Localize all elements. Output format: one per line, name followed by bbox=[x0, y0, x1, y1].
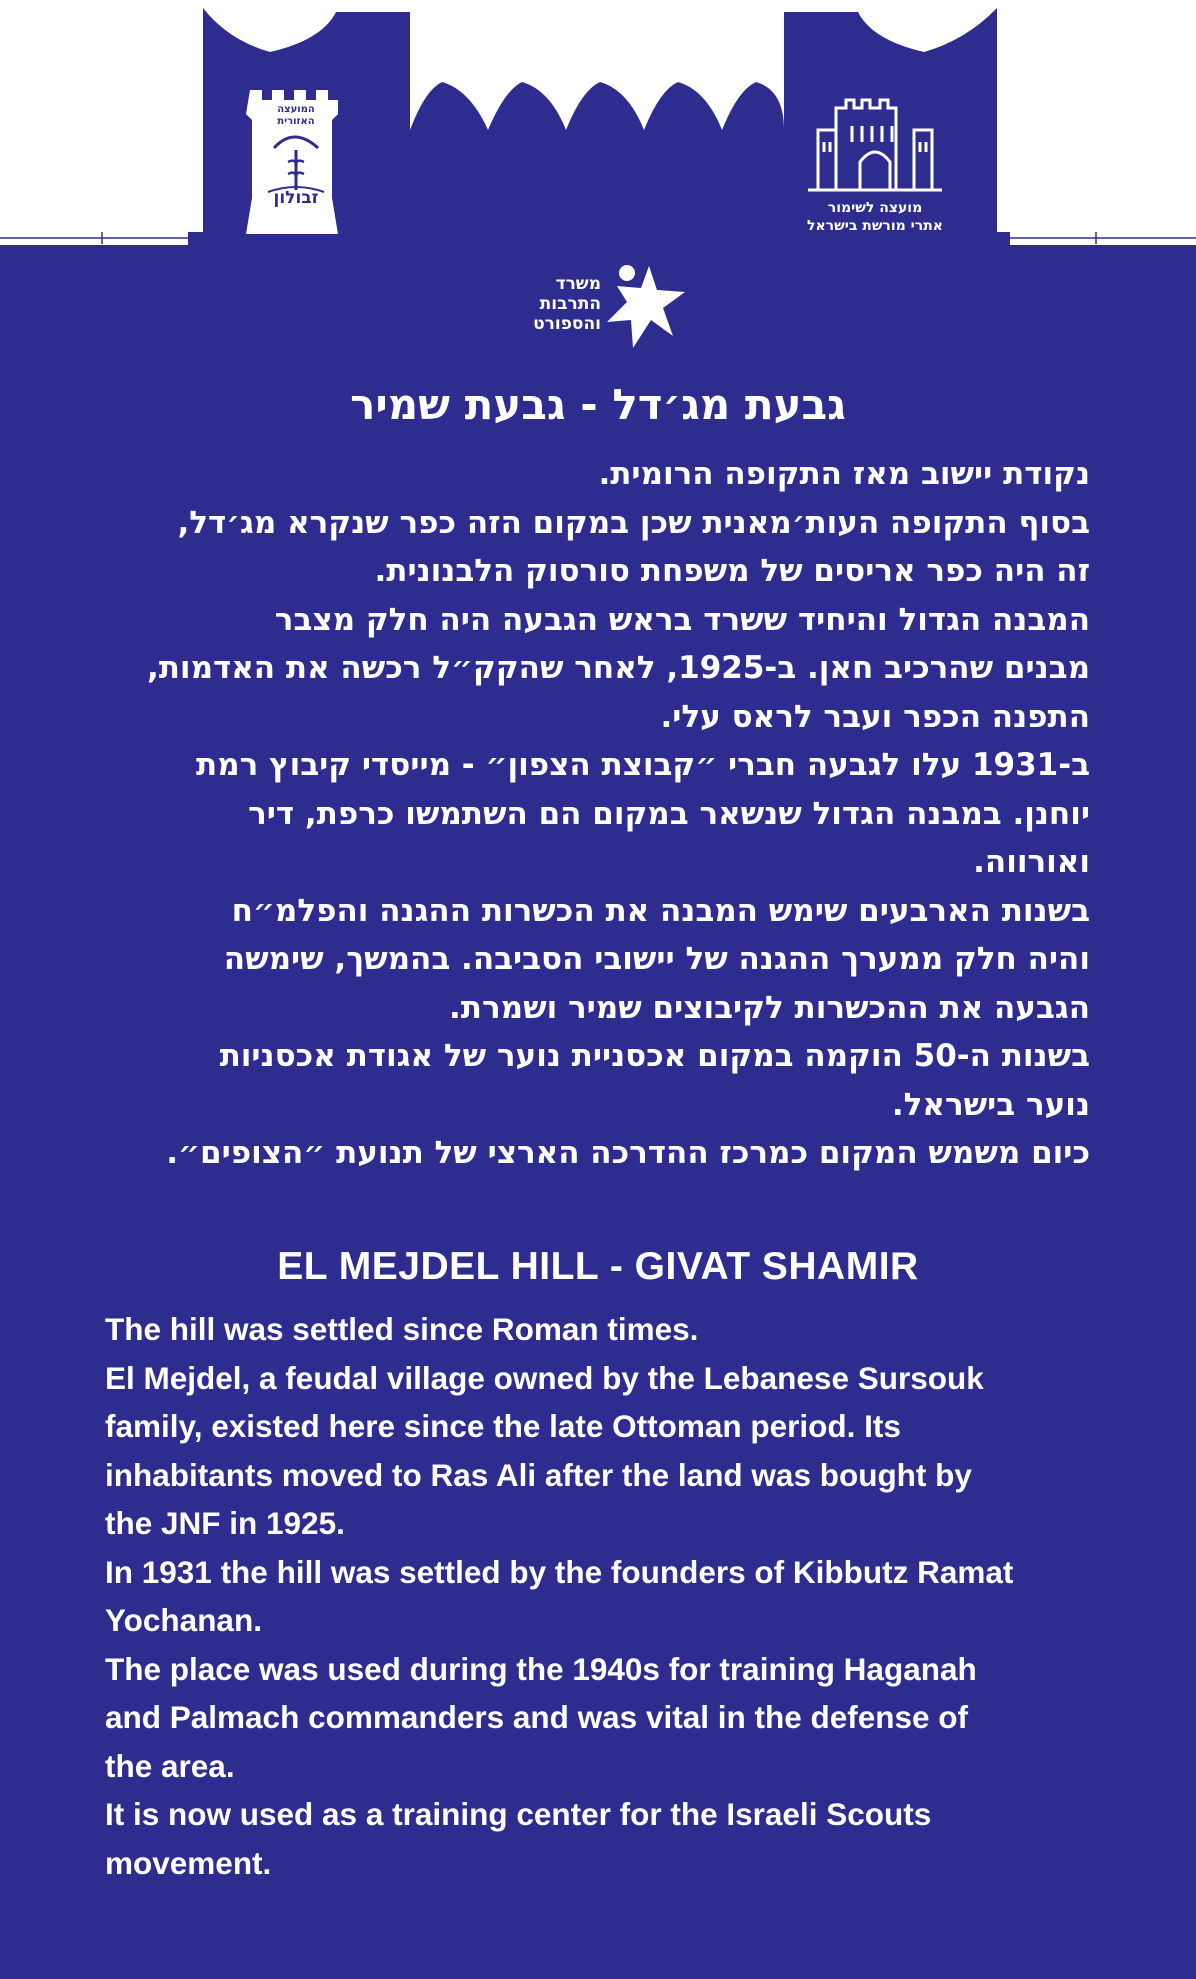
english-line: It is now used as a training center for the Israeli Scouts bbox=[105, 1796, 932, 1832]
hebrew-line: יוחנן. במבנה הגדול שנשאר במקום הם השתמשו כרפת, דיר bbox=[248, 795, 1090, 832]
hebrew-line: ב-1931 עלו לגבעה חברי ״קבוצת הצפון״ - מייסדי קיבוץ רמת bbox=[196, 747, 1090, 783]
english-title: EL MEJDEL HILL - GIVAT SHAMIR bbox=[277, 1245, 919, 1288]
star-figure-icon bbox=[599, 260, 689, 352]
english-line: inhabitants moved to Ras Ali after the land was bought by bbox=[105, 1456, 972, 1493]
hebrew-line: נקודת יישוב מאז התקופה הרומית. bbox=[598, 456, 1090, 492]
heritage-caption-line2: אתרי מורשת בישראל bbox=[807, 218, 943, 234]
hebrew-line: מבנים שהרכיב חאן. ב-1925, לאחר שהקק״ל רכשה את האדמות, bbox=[146, 650, 1090, 686]
regional-council-logo bbox=[244, 88, 348, 234]
regional-council-name: זבולון bbox=[273, 188, 319, 208]
hebrew-line: התפנה הכפר ועבר לראס עלי. bbox=[660, 698, 1090, 735]
ministry-line1: משרד bbox=[555, 274, 601, 294]
hebrew-line: המבנה הגדול והיחיד ששרד בראש הגבעה היה חלק מצבר bbox=[274, 601, 1090, 638]
hebrew-line: זה היה כפר אריסים של משפחת סורסוק הלבנונית. bbox=[374, 553, 1090, 589]
english-line: The hill was settled since Roman times. bbox=[105, 1311, 699, 1347]
hebrew-line: בשנות הארבעים שימש המבנה את הכשרות ההגנה והפלמ״ח bbox=[231, 892, 1090, 929]
english-line: Yochanan. bbox=[105, 1602, 262, 1638]
english-line: the JNF in 1925. bbox=[105, 1505, 345, 1541]
english-line: El Mejdel, a feudal village owned by the Lebanese Sursouk bbox=[105, 1359, 984, 1396]
english-line: the area. bbox=[105, 1747, 235, 1784]
ministry-line2: התרבות bbox=[539, 294, 601, 314]
english-line: and Palmach commanders and was vital in the defense of bbox=[105, 1699, 969, 1735]
english-text bbox=[105, 1305, 1090, 1887]
hebrew-line: ואורווה. bbox=[973, 844, 1090, 880]
ministry-line3: והספורט bbox=[533, 314, 601, 334]
hebrew-line: והיה חלק ממערך ההגנה של יישובי הסביבה. בהמשך, שימשה bbox=[223, 941, 1090, 977]
tower-text: המועצה האזורית bbox=[277, 104, 315, 127]
hebrew-line: בשנות ה-50 הוקמה במקום אכסניית נוער של אגודת אכסניות bbox=[219, 1038, 1090, 1074]
heritage-council-logo bbox=[800, 90, 950, 234]
hebrew-text bbox=[100, 450, 1090, 1178]
english-line: In 1931 the hill was settled by the founders of Kibbutz Ramat bbox=[105, 1553, 1014, 1590]
heritage-caption-line1: מועצה לשימור bbox=[827, 200, 923, 216]
hebrew-line: נוער בישראל. bbox=[891, 1086, 1090, 1123]
hebrew-line: הגבעה את ההכשרות לקיבוצים שמיר ושמרת. bbox=[449, 989, 1090, 1026]
english-line: family, existed here since the late Ottoman period. Its bbox=[105, 1408, 901, 1444]
hebrew-line: בסוף התקופה העות׳מאנית שכן במקום הזה כפר שנקרא מג׳דל, bbox=[177, 504, 1090, 541]
hebrew-title: גבעת מג׳דל - גבעת שמיר bbox=[350, 380, 846, 429]
english-line: movement. bbox=[105, 1844, 272, 1881]
castle-gate-icon bbox=[800, 90, 950, 198]
hebrew-line: כיום משמש המקום כמרכז ההדרכה הארצי של תנועת ״הצופים״. bbox=[166, 1135, 1090, 1171]
english-line: The place was used during the 1940s for training Haganah bbox=[105, 1650, 977, 1687]
